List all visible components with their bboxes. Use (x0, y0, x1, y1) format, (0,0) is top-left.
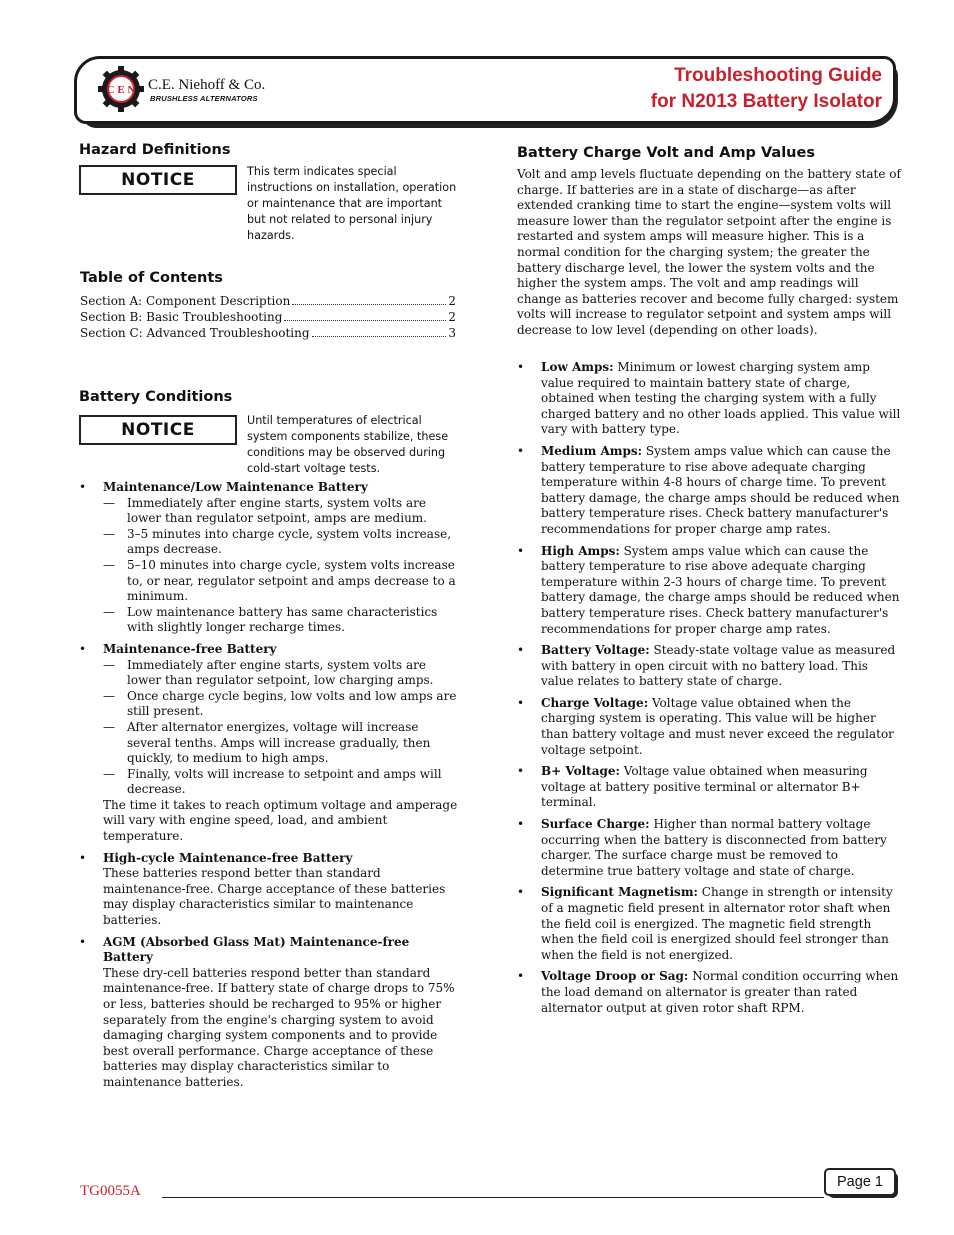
em-dash-icon: — (103, 526, 115, 541)
toc-leader-dots (284, 320, 446, 321)
bullet-icon: • (517, 443, 525, 458)
definition-term: Significant Magnetism: (541, 885, 698, 900)
toc-heading: Table of Contents (80, 270, 223, 286)
definition-text: Higher than normal battery voltage occurring when the battery is disconnected from battery charger. The surface charge must be removed to determine true battery voltage and state of charge. (541, 817, 887, 878)
document-title-line2: for N2013 Battery Isolator (650, 91, 882, 112)
definition-item (517, 817, 901, 879)
toc-page-number: 2 (448, 294, 456, 308)
definition-term: Battery Voltage: (541, 643, 650, 658)
definition-term: Charge Voltage: (541, 695, 649, 710)
definition-text: Change in strength or intensity of a magnetic field present in alternator rotor shaft when the field coil is energized. The magnetic field strength when the field coil is energized should feel stronger than when the field is not energized. (541, 885, 893, 962)
bullet-icon: • (79, 934, 87, 949)
definition-item (517, 696, 901, 758)
bullet-icon: • (79, 480, 87, 494)
item-title: Maintenance/Low Maintenance Battery (103, 480, 368, 494)
definition-item (517, 885, 901, 963)
bullet-icon: • (517, 969, 525, 984)
definition-text: Minimum or lowest charging system amp value required to maintain battery state of charge, obtained when testing the charging system with a fully charged battery and no other loads applied. This value will vary with battery type. (541, 360, 901, 437)
hazard-heading: Hazard Definitions (79, 142, 231, 158)
item-title: AGM (Absorbed Glass Mat) Maintenance-free Battery (103, 934, 410, 965)
dash-item (103, 767, 461, 798)
bullet-icon: • (79, 850, 87, 865)
company-tagline: BRUSHLESS ALTERNATORS (150, 94, 258, 103)
definition-term: Voltage Droop or Sag: (541, 969, 689, 984)
toc-entry-label: Section B: Basic Troubleshooting (80, 310, 283, 324)
company-name: C.E. Niehoff & Co. (148, 77, 266, 93)
toc-row (80, 293, 456, 309)
dash-item (103, 496, 461, 527)
page-number: Page 1 (824, 1168, 896, 1196)
definition-text: Normal condition occurring when the load demand on alternator is greater than rated alternator output at given rotor shaft RPM. (541, 969, 899, 1015)
notice-box: NOTICE (79, 165, 237, 195)
dash-text: Immediately after engine starts, system volts are lower than regulator setpoint, low charging amps. (127, 657, 434, 688)
bullet-icon: • (517, 764, 525, 779)
toc-row (80, 325, 456, 341)
definition-text: Voltage value obtained when the charging system is operating. This value will be higher than battery voltage and must never exceed the regulator voltage setpoint. (541, 695, 894, 757)
volt-amp-intro: Volt and amp levels fluctuate depending on the battery state of charge. If batteries are in a state of discharge—as after extended cranking time to start the engine—system volts will measure lower than the regulator setpoint after the engine is restarted and system amps will measure higher. This is a normal condition for the charging system; the greater the battery discharge level, the lower the system volts and the higher the system amps. The volt and amp readings will change as batteries recover and become fully charged: system volts will increase to regulator setpoint and system amps will decrease to low level (depending on other loads). (517, 167, 901, 337)
definition-term: Low Amps: (541, 360, 614, 374)
volt-amp-heading: Battery Charge Volt and Amp Values (517, 145, 815, 161)
bullet-icon: • (517, 885, 525, 900)
dash-text: Finally, volts will increase to setpoint and amps will decrease. (127, 766, 442, 797)
em-dash-icon: — (103, 719, 115, 734)
volt-amp-definitions (517, 360, 901, 1022)
bullet-icon: • (517, 695, 525, 710)
dash-item (103, 658, 461, 689)
bullet-icon: • (517, 543, 525, 558)
footer-rule (162, 1197, 824, 1198)
bullet-icon: • (517, 643, 525, 658)
bullet-icon: • (517, 817, 525, 832)
list-item (79, 642, 461, 845)
definition-item (517, 360, 901, 438)
dash-text: Low maintenance battery has same characteristics with slightly longer recharge times. (127, 604, 438, 635)
toc-entry-label: Section C: Advanced Troubleshooting (80, 326, 310, 340)
definition-item (517, 444, 901, 538)
definition-text: Steady-state voltage value as measured with battery in open circuit with no battery load. This value relates to battery state of charge. (541, 643, 896, 689)
bullet-icon: • (517, 360, 525, 374)
item-title: Maintenance-free Battery (103, 641, 277, 656)
definition-term: Surface Charge: (541, 817, 650, 832)
em-dash-icon: — (103, 495, 115, 510)
dash-text: After alternator energizes, voltage will increase several tenths. Amps will increase gradually, then quickly, to medium to high amps. (127, 719, 431, 766)
list-item (79, 480, 461, 636)
definition-text: Voltage value obtained when measuring voltage at battery positive terminal or alternator B+ terminal. (541, 764, 868, 810)
logo-letters: C E N (106, 84, 136, 96)
dash-text: Immediately after engine starts, system volts are lower than regulator setpoint, amps are medium. (127, 495, 427, 526)
list-item (79, 935, 461, 1091)
item-text: These batteries respond better than standard maintenance-free. Charge acceptance of these batteries may display characteristics similar to maintenance batteries. (103, 866, 446, 928)
document-code: TG0055A (80, 1183, 141, 1199)
dash-text: 3–5 minutes into charge cycle, system volts increase, amps decrease. (127, 526, 452, 557)
item-text: These dry-cell batteries respond better than standard maintenance-free. If battery state of charge drops to 75% or less, batteries should be recharged to 95% or higher separately from the engine's charging system to avoid damaging charging system components and to provide best overall performance. Charge acceptance of these batteries may display characteristics similar to maintenance batteries. (103, 965, 455, 1089)
battery-conditions-heading: Battery Conditions (79, 389, 233, 405)
item-note: The time it takes to reach optimum voltage and amperage will vary with engine speed, load, and ambient temperature. (103, 797, 458, 844)
conditions-notice-description: Until temperatures of electrical system components stabilize, these conditions may be observed during cold-start voltage tests. (247, 414, 449, 475)
toc-page-number: 3 (448, 326, 456, 340)
dash-item (103, 720, 461, 767)
gear-logo-icon (96, 64, 146, 114)
dash-item (103, 605, 461, 636)
em-dash-icon: — (103, 557, 115, 572)
spacer (517, 1016, 901, 1022)
toc-leader-dots (292, 304, 446, 305)
list-item (79, 851, 461, 929)
toc-leader-dots (312, 336, 447, 337)
definition-term: High Amps: (541, 543, 620, 558)
notice-box-conditions: NOTICE (79, 415, 237, 445)
definition-item (517, 969, 901, 1016)
definition-item (517, 643, 901, 690)
definition-text: System amps value which can cause the battery temperature to rise above adequate charging temperature within 2-3 hours of charge time. To prevent battery damage, the charge amps should be reduced when battery temperature rises. Check battery manufacturer's recommendations for proper charge amp rates. (541, 543, 900, 636)
notice-description: This term indicates special instructions on installation, operation or maintenance that are important but not related to personal injury hazards. (247, 165, 457, 242)
bullet-icon: • (79, 641, 87, 656)
document-title-line1: Troubleshooting Guide (674, 65, 882, 86)
item-title: High-cycle Maintenance-free Battery (103, 850, 353, 865)
toc-row (80, 309, 456, 325)
em-dash-icon: — (103, 604, 115, 619)
definition-term: Medium Amps: (541, 443, 643, 458)
em-dash-icon: — (103, 688, 115, 703)
dash-text: 5–10 minutes into charge cycle, system volts increase to, or near, regulator setpoint and amps decrease to a minimum. (127, 557, 456, 604)
em-dash-icon: — (103, 657, 115, 672)
toc-page-number: 2 (448, 310, 456, 324)
dash-text: Once charge cycle begins, low volts and low amps are still present. (127, 688, 457, 719)
table-of-contents (80, 293, 456, 341)
dash-item (103, 558, 461, 605)
em-dash-icon: — (103, 766, 115, 781)
dash-item (103, 527, 461, 558)
definition-term: B+ Voltage: (541, 764, 620, 779)
toc-entry-label: Section A: Component Description (80, 294, 291, 308)
spacer (79, 1091, 461, 1097)
definition-text: System amps value which can cause the battery temperature to rise above adequate charging temperature within 4-8 hours of charge time. To prevent battery damage, the charge amps should be reduced when battery temperature rises. Check battery manufacturer's recommendations for proper charge amp rates. (541, 443, 900, 536)
dash-item (103, 689, 461, 720)
battery-conditions-list (79, 480, 461, 1097)
definition-item (517, 764, 901, 811)
definition-item (517, 544, 901, 638)
